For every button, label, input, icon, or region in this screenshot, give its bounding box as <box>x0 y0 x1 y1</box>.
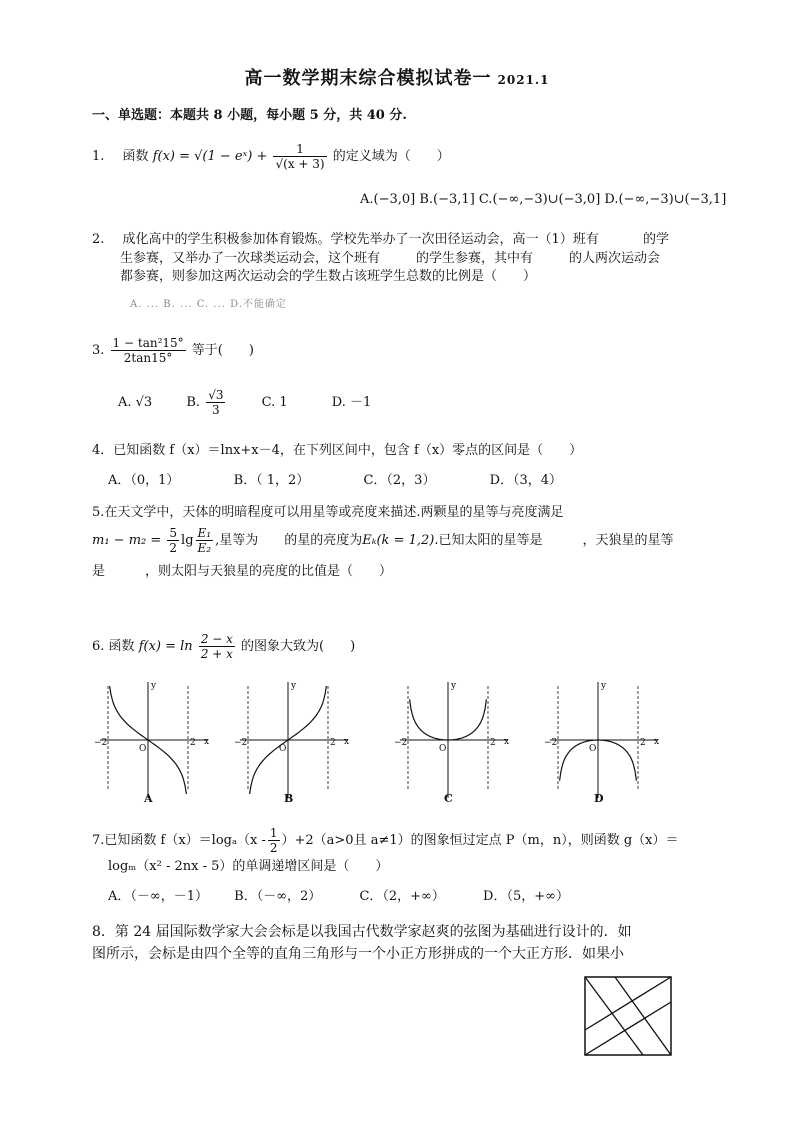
q3-frac-den: 2tan15° <box>123 351 173 365</box>
q5-frac2-den: E₂ <box>197 541 212 555</box>
q3-suffix: 等于( ) <box>191 343 254 358</box>
q5-line2-tail: ，天狼星的星等 <box>582 533 674 548</box>
q7-opt-c: C．（2，+∞） <box>359 889 445 904</box>
q5-frac1 <box>167 526 179 555</box>
q7-line2: logₘ（x² - 2nx - 5）的单调递增区间是（ ） <box>108 859 389 874</box>
graph-b-label-neg2: −2 <box>234 738 248 748</box>
q1-fraction <box>273 142 326 171</box>
q6-graphs <box>88 678 688 808</box>
graph-b-label-pos2: 2 <box>330 738 336 748</box>
graph-b-caption: B <box>284 792 294 805</box>
graph-a-label-x: x <box>204 737 210 747</box>
graph-d-label-pos2: 2 <box>640 738 646 748</box>
question-7 <box>92 826 679 855</box>
q2-line2c: 的人两次运动会 <box>569 251 661 266</box>
graph-b-label-y: y <box>291 681 297 691</box>
q3-frac-num: 1 − tan²15° <box>112 336 184 350</box>
graph-c-label-neg2: −2 <box>394 738 408 748</box>
q2-line-2 <box>120 249 660 269</box>
q5-lg: lg <box>181 533 194 548</box>
q4-opt-d: D．（3，4） <box>489 473 563 488</box>
q6-func: f(x) = ln <box>138 639 193 654</box>
graph-a-caption: A <box>144 792 153 805</box>
q5-line3b: ，则太阳与天狼星的亮度的比值是（ ） <box>145 564 393 579</box>
q1-prefix: 函数 <box>122 149 149 164</box>
q3-opt-d: D. －1 <box>331 395 372 410</box>
q1-options: A.(−3,0] B.(−3,1] C.(−∞,−3)∪(−3,0] D.(−∞,−3)∪(−3,1] <box>360 192 727 207</box>
q1-number: 1. <box>92 149 105 164</box>
q1-frac-num: 1 <box>273 142 326 157</box>
graph-d-caption: D <box>594 792 604 805</box>
q5-ek: Eₖ(k = 1,2) <box>362 533 435 548</box>
q7-opt-d: D．（5，+∞） <box>483 889 569 904</box>
q7-half-num: 1 <box>269 826 278 840</box>
q5-formula-line <box>92 526 674 555</box>
q3-opt-c: C. 1 <box>261 395 288 410</box>
q5-line2-mid: ,星等为 的星的亮度为 <box>215 533 363 548</box>
q5-line2-end: .已知太阳的星等是 <box>434 533 543 548</box>
q5-frac2 <box>196 526 214 555</box>
graph-b-label-origin: O <box>279 744 287 754</box>
q1-suffix: 的定义域为（ ） <box>332 149 450 164</box>
graph-d-label-origin: O <box>589 744 597 754</box>
q2-line2: 生参赛，又举办了一次球类运动会，这个班有 <box>120 251 381 266</box>
q8-line1: 8．第 24 届国际数学家大会会标是以我国古代数学家赵爽的弦图为基础进行设计的．如 <box>92 924 632 940</box>
q6-graphs-svg <box>88 678 688 808</box>
q6-prefix: 6. 函数 <box>92 639 135 654</box>
q1-func: f(x) = √(1 − eˣ) + <box>152 149 268 164</box>
q7-opt-a: A．（－∞，－1） <box>108 889 208 904</box>
q3-opt-b-num: √3 <box>208 388 224 402</box>
q5-frac2-num: E₁ <box>197 526 212 540</box>
q5-formula-left: m₁ − m₂ = <box>92 533 162 548</box>
chord-figure-svg <box>583 975 675 1059</box>
q5-line1: 5.在天文学中，天体的明暗程度可以用星等或亮度来描述.两颗星的星等与亮度满足 <box>92 505 564 520</box>
page-title <box>0 64 794 90</box>
q7-line1b: ）+2（a>0且 a≠1）的图象恒过定点 P（m，n），则函数 g（x）＝ <box>281 833 679 848</box>
graph-c-label-x: x <box>504 737 510 747</box>
question-6 <box>92 632 355 661</box>
q7-half-den: 2 <box>269 841 278 855</box>
q2-number: 2. <box>92 232 105 247</box>
title-year: 2021.1 <box>497 73 550 87</box>
section-heading: 一、单选题：本题共 8 小题，每小题 5 分，共 40 分. <box>92 108 407 123</box>
q6-fraction <box>199 632 235 661</box>
q2-faint-options: A. ... B. ... C. ... D.不能确定 <box>130 299 287 310</box>
chord-line-3 <box>615 977 671 1055</box>
zhao-shuang-chord-figure <box>583 975 675 1063</box>
graph-d-label-y: y <box>601 681 607 691</box>
q3-options <box>118 388 371 417</box>
q5-line3: 是 <box>92 564 106 579</box>
q5-frac1-num: 5 <box>169 526 178 540</box>
q5-frac1-den: 2 <box>169 541 178 555</box>
chord-line-1 <box>585 977 643 1055</box>
q3-opt-a: A. √3 <box>118 395 153 410</box>
outer-square <box>585 977 671 1055</box>
q4-opt-c: C．（2，3） <box>363 473 436 488</box>
q8-line2: 图所示，会标是由四个全等的直角三角形与一个小正方形拼成的一个大正方形．如果小 <box>92 946 624 962</box>
q2-line3: 都参赛，则参加这两次运动会的学生数占该班学生总数的比例是（ ） <box>120 269 537 284</box>
graph-c-label-y: y <box>451 681 457 691</box>
graph-a-label-pos2: 2 <box>190 738 196 748</box>
q7-line1a: 7.已知函数 f（x）＝logₐ（x - <box>92 833 266 848</box>
q3-opt-b-den: 3 <box>212 403 220 417</box>
graph-c-label-pos2: 2 <box>490 738 496 748</box>
q4-text: 4．已知函数 f（x）＝lnx+x－4，在下列区间中，包含 f（x）零点的区间是（ ） <box>92 443 583 458</box>
graph-c-label-origin: O <box>439 744 447 754</box>
q4-opt-b: B．（ 1，2） <box>233 473 310 488</box>
q3-opt-b-prefix: B. <box>186 395 201 410</box>
q2-line2b: 的学生参赛，其中有 <box>416 251 534 266</box>
graph-d-label-neg2: −2 <box>544 738 558 748</box>
graph-a-label-y: y <box>151 681 157 691</box>
graph-c-caption: C <box>444 792 453 805</box>
q4-options <box>108 471 562 491</box>
graph-a-label-origin: O <box>139 744 147 754</box>
q1-frac-den: √(x + 3) <box>275 157 325 171</box>
q3-fraction <box>111 336 186 365</box>
q3-number: 3. <box>92 343 105 358</box>
q7-half <box>268 826 280 855</box>
question-1 <box>92 142 450 171</box>
question-3 <box>92 336 254 365</box>
q3-opt-b-fraction <box>206 388 225 417</box>
chord-line-2 <box>585 977 671 1030</box>
title-main: 高一数学期末综合模拟试卷一 <box>244 68 492 89</box>
q2-line1: 成化高中的学生积极参加体育锻炼。学校先举办了一次田径运动会，高一（1）班有 <box>122 232 599 247</box>
q7-options <box>108 887 569 907</box>
q4-opt-a: A．（0，1） <box>108 473 180 488</box>
q2-line1b: 的学 <box>642 232 669 247</box>
graph-d-label-x: x <box>654 737 660 747</box>
graph-a-label-neg2: −2 <box>94 738 108 748</box>
chord-line-4 <box>585 1002 671 1055</box>
q6-frac-num: 2 − x <box>200 632 233 646</box>
q6-frac-den: 2 + x <box>200 647 233 661</box>
q6-suffix: 的图象大致为( ) <box>241 639 356 654</box>
q7-opt-b: B．（－∞，2） <box>234 889 322 904</box>
graph-b-label-x: x <box>344 737 350 747</box>
question-2 <box>92 230 669 250</box>
q5-line-3 <box>92 562 392 582</box>
